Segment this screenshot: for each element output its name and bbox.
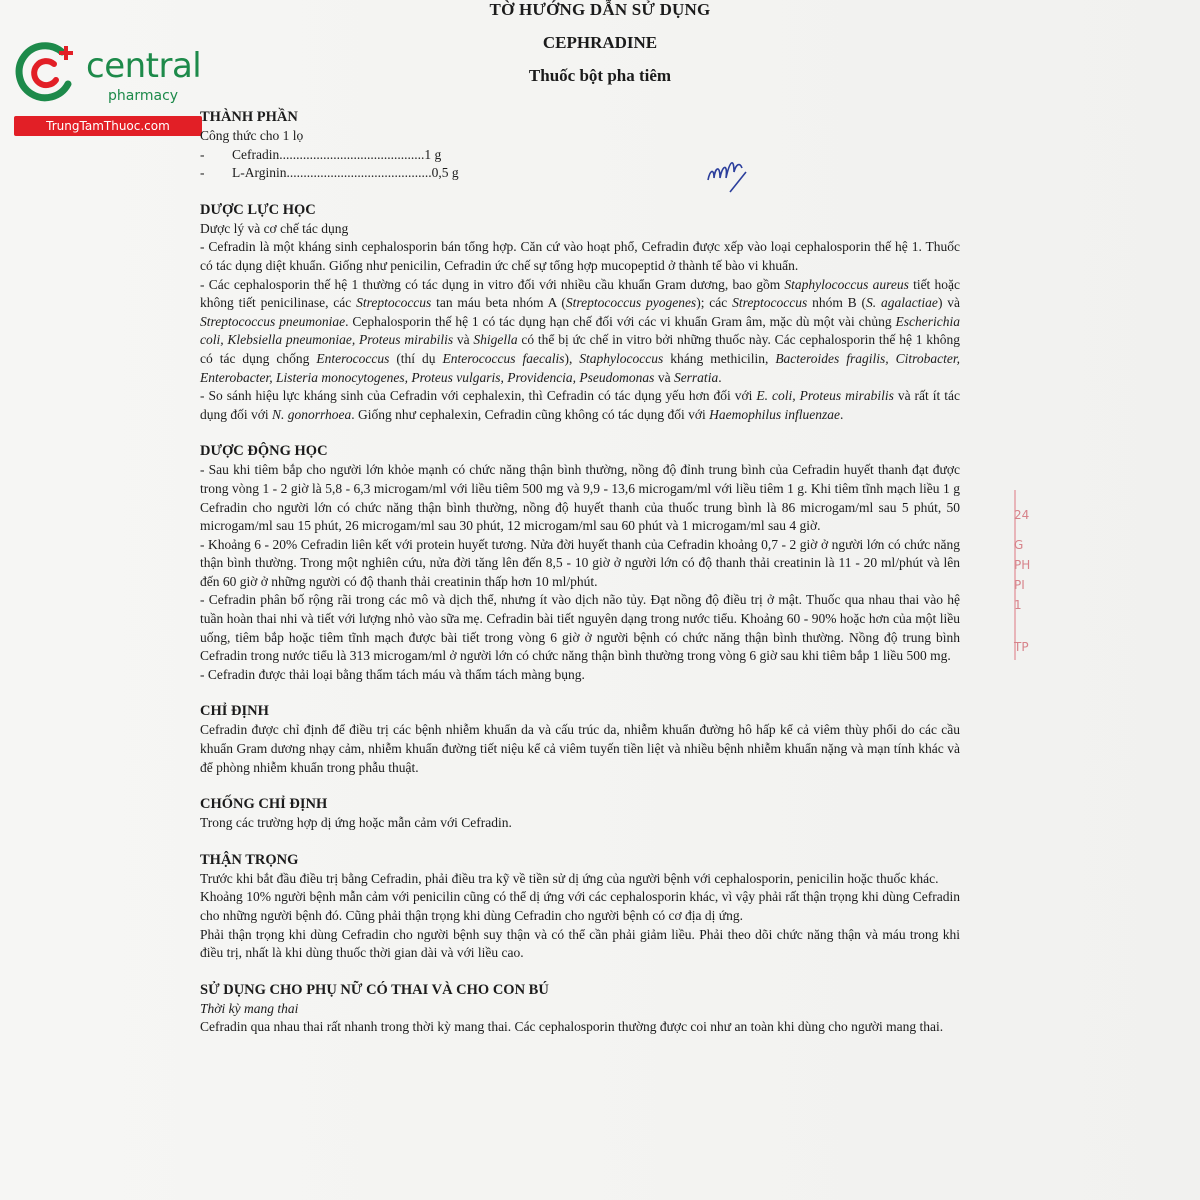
paragraph: Cefradin qua nhau thai rất nhanh trong thời kỳ mang thai. Các cephalosporin thường được coi như an toàn khi dùng cho người mang thai. bbox=[200, 1019, 944, 1035]
paragraph: - Cefradin là một kháng sinh cephalosporin bán tổng hợp. Căn cứ vào hoạt phổ, Cefradin được xếp vào loại cephalosporin thế hệ 1. Thuốc có tác dụng diệt khuẩn. Giống như penicilin, Cefradin ức chế sự tổng hợp mucopeptid ở thành tế bào vi khuẩn. bbox=[200, 239, 960, 273]
paragraph: - Cefradin được thải loại bằng thẩm tách máu và thẩm tách màng bụng. bbox=[200, 666, 585, 682]
stamp-text-3: PH bbox=[1014, 558, 1031, 572]
drug-name: CEPHRADINE bbox=[542, 33, 658, 52]
paragraph: - Khoảng 6 - 20% Cefradin liên kết với protein huyết tương. Nửa đời huyết thanh của Cefradin khoảng 0,7 - 2 giờ ở người lớn có chức năng thận bình thường. Trong một nghiên cứu, nửa đời tăng lên đến 8,5 - 10 giờ ở người lớn có độ thanh thải creatinin là 11 - 20 ml/phút và lên đến 60 giờ ở những người có độ thanh thải creatinin thấp hơn 10 ml/phút. bbox=[200, 536, 960, 589]
ingredient-row: - L-Arginin ........................................... 0,5 g bbox=[200, 164, 960, 183]
section-title-duoc-dong-hoc: DƯỢC ĐỘNG HỌC bbox=[200, 443, 328, 460]
paragraph: Cefradin được chỉ định để điều trị các bệnh nhiễm khuẩn da và cấu trúc da, nhiễm khuẩn đường hô hấp kể cả viêm thùy phổi do các cầu khuẩn Gram dương nhạy cảm, nhiễm khuẩn đường tiết niệu kể cả viêm tuyến tiền liệt và nhiều bệnh nhiễm khuẩn nặng và mạn tính khác và để phòng nhiễm khuẩn trong phẫu thuật. bbox=[200, 722, 960, 775]
subsection-title: Thời kỳ mang thai bbox=[200, 1000, 299, 1016]
logo-website-badge: TrungTamThuoc.com bbox=[14, 116, 202, 136]
section-title-thai-ky: SỬ DỤNG CHO PHỤ NỮ CÓ THAI VÀ CHO CON BÚ bbox=[200, 981, 549, 998]
leader-dots: ........................................... bbox=[279, 146, 425, 162]
ingredient-row: - Cefradin ........................................... 1 g bbox=[200, 146, 960, 165]
ingredient-qty: 0,5 g bbox=[431, 165, 459, 181]
paragraph: - So sánh hiệu lực kháng sinh của Cefradin với cephalexin, thì Cefradin có tác dụng yếu hơn đối với E. coli, Proteus mirabilis và rất ít tác dụng đối với N. gonorrhoea. Giống như cephalexin, Cefradin cũng không có tác dụng đối với Haemophilus influenzae. bbox=[200, 388, 960, 422]
stamp-fragment bbox=[1008, 490, 1048, 670]
stamp-text-6: TP bbox=[1014, 640, 1029, 654]
logo-subtitle: pharmacy bbox=[108, 88, 179, 104]
doc-title: TỜ HƯỚNG DẪN SỬ DỤNG bbox=[489, 0, 711, 19]
central-pharmacy-logo[interactable] bbox=[10, 38, 220, 138]
logo-name: central bbox=[86, 46, 202, 86]
paragraph: - Cefradin phân bố rộng rãi trong các mô và dịch thể, nhưng ít vào dịch não tủy. Đạt nồng độ điều trị ở mật. Thuốc qua nhau thai vào hệ tuần hoàn thai nhi và tiết với lượng nhỏ vào sữa mẹ. Cefradin bài tiết nguyên dạng trong nước tiểu. Khoảng 60 - 90% hoặc hơn của một liều uống, tiêm bắp hoặc tiêm tĩnh mạch được bài tiết trong vòng 6 giờ ở người bệnh có chức năng thận bình thường. Nồng độ trung bình Cefradin trong nước tiểu là 313 microgam/ml ở người lớn có chức năng thận bình thường trong vòng 6 giờ sau khi tiêm bắp 1 liều 500 mg. bbox=[200, 592, 960, 664]
section-title-duoc-luc-hoc: DƯỢC LỰC HỌC bbox=[200, 201, 316, 218]
stamp-text-2: G bbox=[1014, 538, 1024, 552]
document-body bbox=[200, 108, 960, 1037]
pharmacy-logo-icon bbox=[10, 38, 80, 108]
paragraph: - Các cephalosporin thế hệ 1 thường có tác dụng in vitro đối với nhiều cầu khuẩn Gram dương, bao gồm Staphylococcus aureus tiết hoặc không tiết penicilinase, các Streptococcus tan máu beta nhóm A (Streptococcus pyogenes); các Streptococcus nhóm B (S. agalactiae) và Streptococcus pneumoniae. Cephalosporin thế hệ 1 có tác dụng hạn chế đối với các vi khuẩn Gram âm, mặc dù một vài chủng Escherichia coli, Klebsiella pneumoniae, Proteus mirabilis và Shigella có thể bị ức chế in vitro bởi những thuốc này. Các cephalosporin thế hệ 1 không có tác dụng chống Enterococcus (thí dụ Enterococcus faecalis), Staphylococcus kháng methicilin, Bacteroides fragilis, Citrobacter, Enterobacter, Listeria monocytogenes, Proteus vulgaris, Providencia, Pseudomonas và Serratia. bbox=[200, 276, 961, 385]
section-title-than-trong: THẬN TRỌNG bbox=[200, 851, 299, 868]
leader-dots: ........................................... bbox=[286, 165, 432, 181]
section-title-chi-dinh: CHỈ ĐỊNH bbox=[200, 703, 269, 720]
section-title-thanh-phan: THÀNH PHẦN bbox=[200, 109, 298, 125]
subsection-title: Dược lý và cơ chế tác dụng bbox=[200, 220, 349, 236]
paragraph: Trước khi bắt đầu điều trị bằng Cefradin, phải điều tra kỹ về tiền sử dị ứng của người bệnh với cephalosporin, penicilin hoặc thuốc khác. bbox=[200, 870, 939, 886]
ingredient-qty: 1 g bbox=[424, 146, 442, 162]
stamp-text-5: 1 bbox=[1014, 598, 1022, 612]
formula-subtitle: Công thức cho 1 lọ bbox=[200, 128, 304, 143]
ingredient-name: Cefradin bbox=[232, 146, 280, 162]
stamp-text-4: PI bbox=[1014, 578, 1025, 592]
paragraph: Trong các trường hợp dị ứng hoặc mẫn cảm với Cefradin. bbox=[200, 815, 512, 831]
paragraph: Phải thận trọng khi dùng Cefradin cho người bệnh suy thận và có thể cần phải giảm liều. Phải theo dõi chức năng thận và máu trong khi điều trị, nhất là khi dùng thuốc thời gian dài và với liều cao. bbox=[200, 926, 960, 961]
ingredient-name: L-Arginin bbox=[232, 165, 287, 181]
paragraph: Khoảng 10% người bệnh mẫn cảm với penicilin cũng có thể dị ứng với các cephalosporin khác, vì vậy phải rất thận trọng khi dùng Cefradin cho những người bệnh đó. Cũng phải thận trọng khi dùng Cefradin cho người bệnh có cơ địa dị ứng. bbox=[200, 889, 960, 923]
dosage-form: Thuốc bột pha tiêm bbox=[528, 66, 672, 85]
paragraph: - Sau khi tiêm bắp cho người lớn khỏe mạnh có chức năng thận bình thường, nồng độ đỉnh trung bình của Cefradin huyết thanh đạt được trong vòng 1 - 2 giờ là 5,8 - 6,3 microgam/ml với liều tiêm 500 mg và 9,9 - 13,6 microgam/ml với liều tiêm 1 g. Khi tiêm tĩnh mạch liều 1 g Cefradin cho người lớn có chức năng thận bình thường, nồng độ huyết thanh của thuốc trung bình là 86 microgam/ml sau 5 phút, 50 microgam/ml sau 15 phút, 26 microgam/ml sau 30 phút, 12 microgam/ml sau 60 phút và 1 microgam/ml sau 4 giờ. bbox=[200, 462, 960, 534]
stamp-text-1: 24 bbox=[1014, 508, 1030, 522]
section-title-chong-chi-dinh: CHỐNG CHỈ ĐỊNH bbox=[200, 796, 328, 813]
